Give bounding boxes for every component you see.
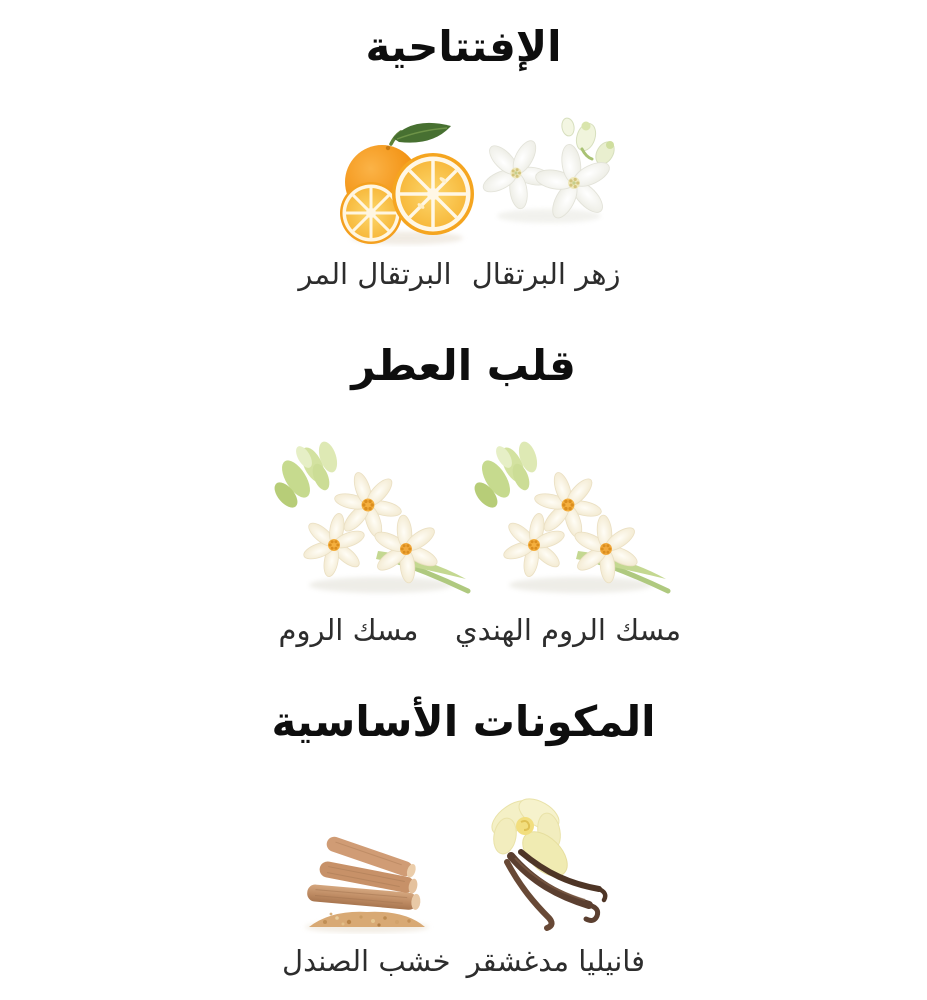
note-label-sandalwood: خشب الصندل [282, 943, 451, 978]
figures-row-top-notes [298, 113, 628, 297]
figures-row-base-notes [282, 786, 645, 984]
orange-blossom-image [464, 113, 629, 233]
sandalwood-image [291, 834, 441, 934]
figure-vanilla [467, 786, 645, 984]
figures-row-heart-notes [246, 433, 681, 653]
section-base-notes [271, 653, 655, 984]
figure-bitter-orange [298, 122, 451, 297]
note-label-bitter-orange: البرتقال المر [298, 256, 452, 291]
bitter-orange-image [335, 122, 475, 247]
section-title-base-notes: المكونات الأساسية [271, 697, 656, 747]
figure-tuberose-indian [455, 433, 681, 653]
note-label-vanilla: فانيليا مدغشقر [466, 943, 645, 978]
tuberose-image [266, 433, 471, 603]
figure-sandalwood [282, 834, 451, 984]
section-heart-notes [246, 297, 681, 654]
note-label-tuberose-indian: مسك الروم الهندي [454, 613, 682, 648]
section-title-top-notes: الإفتتاحية [365, 22, 562, 71]
figure-orange-blossom [464, 113, 629, 297]
vanilla-image [463, 786, 608, 934]
section-top-notes [298, 20, 628, 297]
tuberose-image [466, 433, 671, 603]
figure-tuberose [246, 433, 451, 653]
note-label-orange-blossom: زهر البرتقال [471, 256, 621, 291]
note-label-tuberose: مسك الروم [278, 613, 419, 648]
section-title-heart-notes: قلب العطر [351, 340, 576, 390]
